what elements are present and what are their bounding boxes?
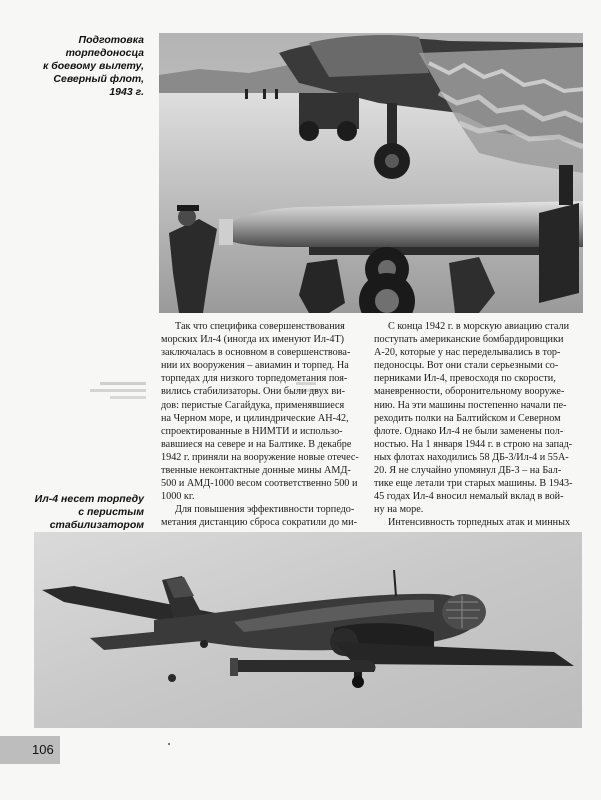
text-column-left	[161, 320, 366, 543]
text-line: дов: перистые Сагайдука, применявшиеся	[161, 399, 345, 411]
text-line: спроектированные в НИМТИ и использо-	[161, 425, 343, 437]
text-line: вавшиеся на севере и на Балтике. В декабре	[161, 438, 352, 450]
il4-in-flight-photo	[34, 532, 582, 728]
text-line: ну на море.	[374, 504, 424, 516]
text-line: нии их вооружения – авиамин и торпед. На	[161, 360, 349, 372]
text-column-right	[374, 320, 582, 543]
text-line: 1942 г. приняли на вооружение новые отечес-	[161, 451, 359, 463]
text-line: маневренности, оборонительному вооруже-	[374, 386, 565, 398]
text-line: ностью. На 1 января 1944 г. в строю на запад-	[374, 438, 573, 450]
text-line: вились стабилизаторы. Они были двух ви-	[161, 386, 345, 398]
text-line: 45 годах Ил-4 вносил немалый вклад в вой-	[374, 491, 564, 503]
text-line: Для повышения эффективности торпедо-	[175, 504, 355, 516]
caption-bottom	[20, 493, 144, 532]
text-line: ных флотах находились 58 ДБ-3/Ил-4 и 55А-	[374, 451, 569, 463]
text-line: перниками Ил-4, превосходя по скорости,	[374, 373, 556, 385]
caption-bottom-line: стабилизатором	[49, 519, 144, 531]
caption-bottom-line: Ил-4 несет торпеду	[34, 493, 144, 505]
caption-top-line: к боевому вылету,	[43, 60, 144, 72]
caption-top-line: Подготовка	[78, 34, 144, 46]
text-line: метания дистанцию сброса сократили до ми-	[161, 517, 357, 529]
text-line: твенные неконтактные донные мины АМД-	[161, 465, 351, 477]
text-line: тике еще летали три старых машины. В 1943-	[374, 478, 573, 490]
text-line: морских Ил-4 (иногда их именуют Ил-4Т)	[161, 334, 345, 346]
torpedo-loading-photo	[159, 33, 583, 313]
margin-bleed-through	[80, 378, 150, 408]
text-line: торпедах для низкого торпедометания поя-	[161, 373, 348, 385]
page-number-box	[0, 736, 60, 764]
text-line: А-20, которые у нас переделывались в тор-	[374, 347, 561, 359]
text-line: заключалась в основном в совершенствова-	[161, 347, 351, 359]
caption-top-line: Северный флот,	[53, 73, 144, 85]
text-line: С конца 1942 г. в морскую авиацию стали	[388, 321, 570, 332]
text-line: нию. На эти машины постепенно начали пе-	[374, 399, 567, 411]
text-line: реходить полки на Балтийском и Северном	[374, 412, 561, 424]
text-line: Так что специфика совершенствования	[175, 321, 345, 332]
caption-bottom-line: с перистым	[78, 506, 144, 518]
il4-bomber-illustration	[34, 532, 582, 728]
text-line: 500 и АМД-1000 весом соответственно 500 и	[161, 478, 358, 490]
caption-top	[20, 34, 144, 99]
paragraph	[374, 320, 582, 516]
caption-top-line: торпедоносца	[65, 47, 144, 59]
paragraph	[161, 320, 366, 503]
text-line: 1000 кг.	[161, 491, 195, 503]
text-line: на Черном море, и цилиндрические АН-42,	[161, 412, 349, 424]
text-line: флоте. Однако Ил-4 не были заменены пол-	[374, 425, 564, 437]
text-line: 20. Я не случайно упомянул ДБ-3 – на Бал-	[374, 465, 562, 477]
torpedo-loading-illustration	[159, 33, 583, 313]
text-line: Интенсивность торпедных атак и минных	[388, 517, 571, 529]
text-line: поступать американские бомбардировщики	[374, 334, 564, 346]
page-edge-mark	[168, 743, 170, 745]
text-line: педоносцы. Вот они стали серьезными со-	[374, 360, 559, 372]
caption-top-line: 1943 г.	[109, 86, 144, 98]
page-number: 106	[32, 742, 54, 757]
